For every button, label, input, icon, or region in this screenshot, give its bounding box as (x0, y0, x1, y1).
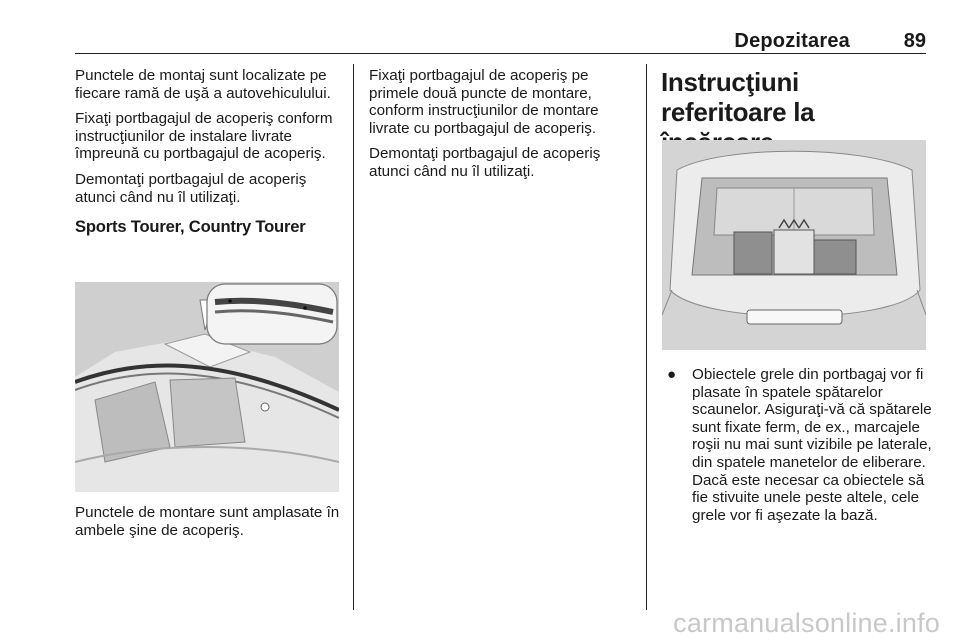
section-title: Instrucţiuni referitoare la (661, 67, 815, 127)
paragraph: Punctele de montare sunt amplasate în ambele şine de acoperiş. (75, 504, 340, 539)
watermark: carmanualsonline.info (673, 608, 940, 638)
loading-instructions-list (661, 366, 933, 524)
page-number: 89 (903, 30, 926, 52)
list-item (661, 366, 933, 524)
paragraph: Fixaţi portbagajul de acoperiş conform instrucţiunilor de instalare livrate împreună cu portbagajul de acoperiş. (75, 110, 333, 163)
bullet-text: Obiectele grele din portbagaj vor fi plasate în spatele spătarelor scaunelor. Asiguraţi-vă că spătarele sunt fixate ferm, de ex., marcajele roşii nu mai sunt vizibile pe laterale, din spatele manetelor de eliberare. Dacă este necesar ca obiectele să fie stivuite unele peste altele, cele grele vor fi aşezate la bază. (692, 366, 932, 524)
column-2 (369, 67, 631, 189)
bullet-icon: ● (667, 366, 677, 383)
header-title: Depozitarea (734, 30, 850, 52)
column-divider-2 (646, 64, 647, 610)
header-rule (75, 53, 926, 54)
column-divider-1 (353, 64, 354, 610)
paragraph: Demontaţi portbagajul de acoperiş atunci când nu îl utilizaţi. (75, 170, 307, 206)
roof-rail-mounting-illustration (75, 282, 339, 492)
column-1 (75, 67, 343, 236)
subheading: Sports Tourer, Country Tourer (75, 217, 306, 237)
trunk-loading-illustration (662, 140, 926, 350)
paragraph: Fixaţi portbagajul de acoperiş pe primele două puncte de montare, conform instrucţiunilor de montare livrate cu portbagajul de acoperiş. (369, 67, 599, 137)
paragraph: Punctele de montaj sunt localizate pe fiecare ramă de uşă a autovehiculului. (75, 67, 331, 102)
paragraph: Demontaţi portbagajul de acoperiş atunci când nu îl utilizaţi. (369, 145, 601, 180)
